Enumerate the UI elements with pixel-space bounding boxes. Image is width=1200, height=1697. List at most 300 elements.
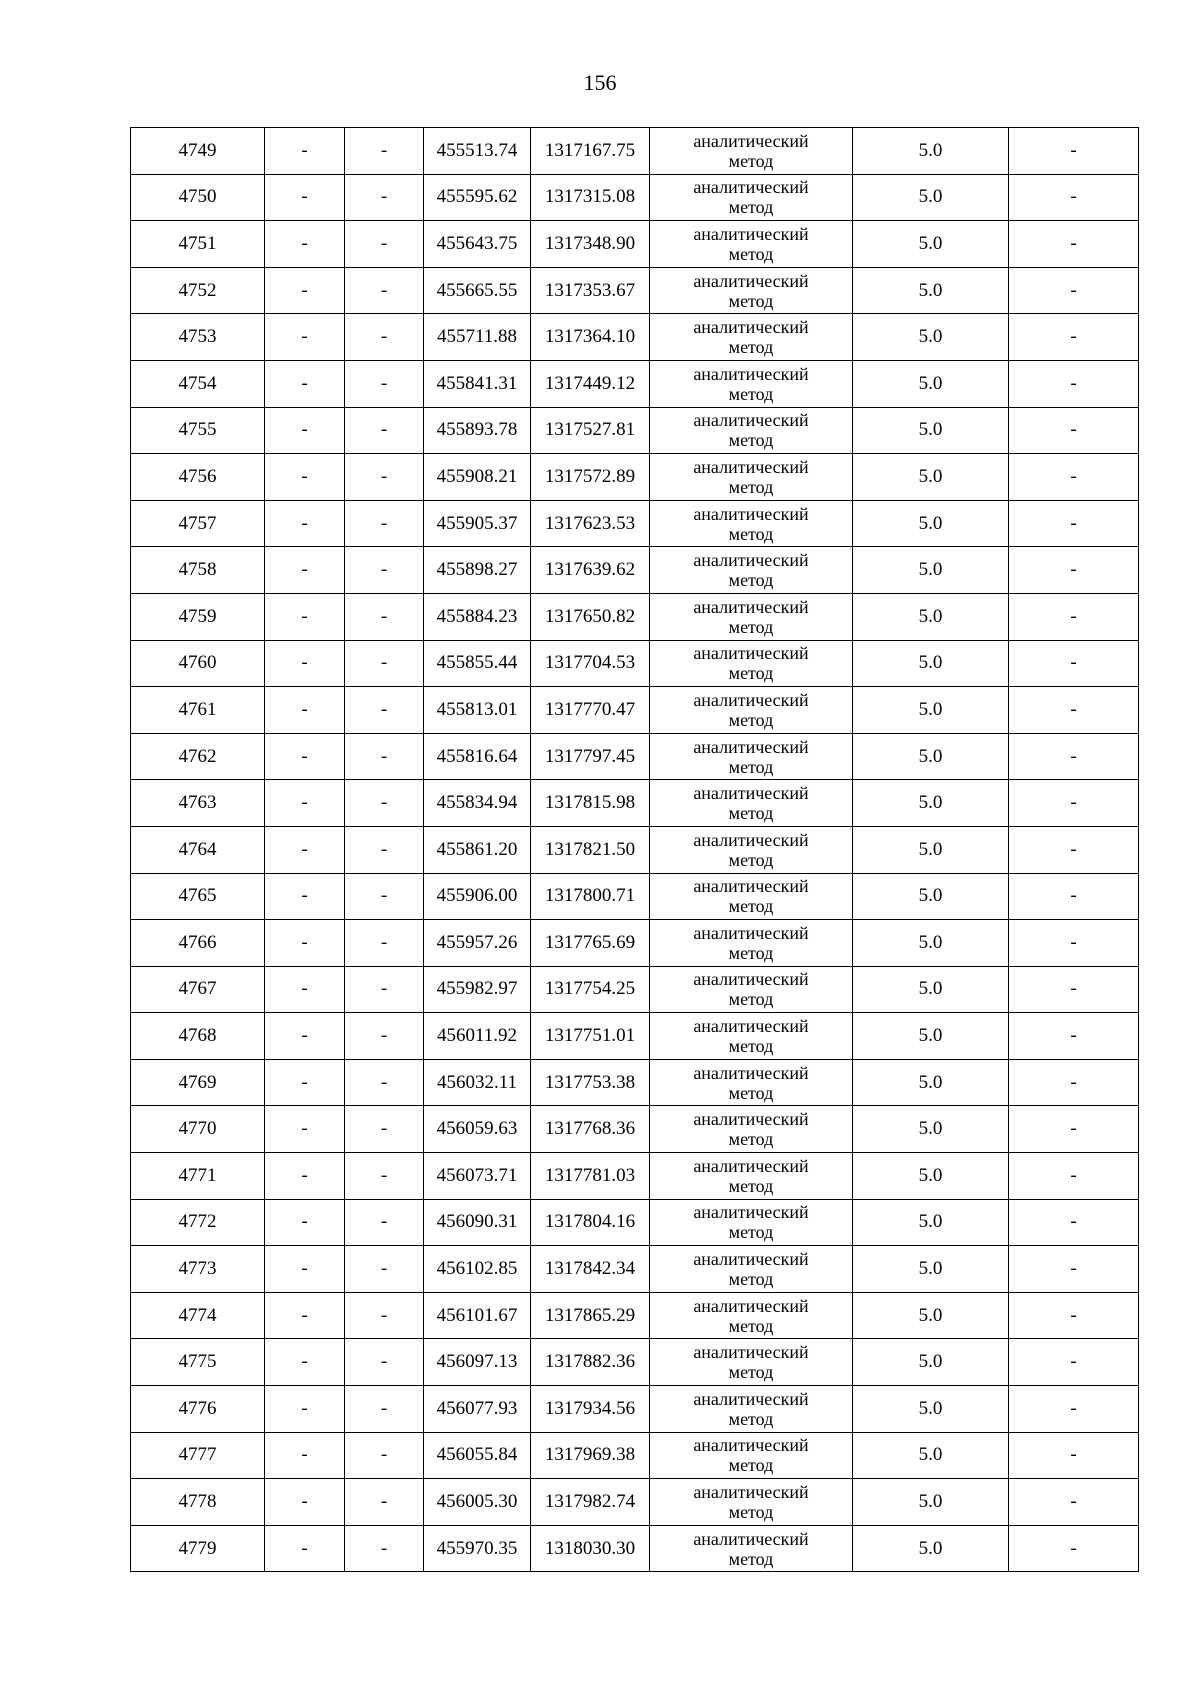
method-line-2: метод xyxy=(728,476,774,497)
table-row xyxy=(131,221,1139,268)
coordinate-x-cell: 455665.55 xyxy=(424,267,531,314)
accuracy-cell: 5.0 xyxy=(853,1106,1009,1153)
coordinate-y-cell: 1317753.38 xyxy=(531,1059,650,1106)
table-body xyxy=(131,128,1139,1572)
empty-dash-cell: - xyxy=(345,454,424,501)
empty-dash-cell: - xyxy=(265,267,345,314)
coordinate-y-cell: 1317315.08 xyxy=(531,174,650,221)
method-cell xyxy=(650,1013,853,1060)
description-cell: - xyxy=(1009,1525,1139,1572)
method-line-2: метод xyxy=(728,1455,774,1476)
description-cell: - xyxy=(1009,1199,1139,1246)
method-line-1: аналитический xyxy=(693,643,809,664)
coordinate-x-cell: 456090.31 xyxy=(424,1199,531,1246)
coordinate-y-cell: 1317800.71 xyxy=(531,873,650,920)
accuracy-cell: 5.0 xyxy=(853,1292,1009,1339)
method-cell xyxy=(650,733,853,780)
method-line-1: аналитический xyxy=(693,363,809,384)
empty-dash-cell: - xyxy=(265,1386,345,1433)
coordinate-y-cell: 1317364.10 xyxy=(531,314,650,361)
empty-dash-cell: - xyxy=(345,1525,424,1572)
accuracy-cell: 5.0 xyxy=(853,920,1009,967)
coordinate-x-cell: 455908.21 xyxy=(424,454,531,501)
method-line-1: аналитический xyxy=(693,1016,809,1037)
empty-dash-cell: - xyxy=(345,500,424,547)
method-cell xyxy=(650,360,853,407)
empty-dash-cell: - xyxy=(345,407,424,454)
empty-dash-cell: - xyxy=(345,873,424,920)
description-cell: - xyxy=(1009,826,1139,873)
empty-dash-cell: - xyxy=(265,454,345,501)
accuracy-cell: 5.0 xyxy=(853,1525,1009,1572)
method-line-2: метод xyxy=(728,1362,774,1383)
method-line-2: метод xyxy=(728,1129,774,1150)
method-cell xyxy=(650,1386,853,1433)
empty-dash-cell: - xyxy=(345,1059,424,1106)
method-line-2: метод xyxy=(728,616,774,637)
coordinate-y-cell: 1317623.53 xyxy=(531,500,650,547)
table-row xyxy=(131,174,1139,221)
accuracy-cell: 5.0 xyxy=(853,1479,1009,1526)
description-cell: - xyxy=(1009,407,1139,454)
empty-dash-cell: - xyxy=(265,1339,345,1386)
description-cell: - xyxy=(1009,267,1139,314)
method-line-1: аналитический xyxy=(693,1155,809,1176)
method-line-2: метод xyxy=(728,430,774,451)
accuracy-cell: 5.0 xyxy=(853,1386,1009,1433)
coordinate-x-cell: 456102.85 xyxy=(424,1246,531,1293)
coordinate-y-cell: 1317804.16 xyxy=(531,1199,650,1246)
empty-dash-cell: - xyxy=(265,407,345,454)
empty-dash-cell: - xyxy=(345,1106,424,1153)
table-row xyxy=(131,1153,1139,1200)
method-cell xyxy=(650,128,853,175)
method-line-2: метод xyxy=(728,150,774,171)
method-line-1: аналитический xyxy=(693,1388,809,1409)
empty-dash-cell: - xyxy=(345,1246,424,1293)
coordinate-x-cell: 455884.23 xyxy=(424,593,531,640)
method-line-1: аналитический xyxy=(693,1435,809,1456)
method-line-1: аналитический xyxy=(693,829,809,850)
method-line-2: метод xyxy=(728,1408,774,1429)
point-number-cell: 4769 xyxy=(131,1059,265,1106)
empty-dash-cell: - xyxy=(345,360,424,407)
method-line-2: метод xyxy=(728,663,774,684)
method-cell xyxy=(650,920,853,967)
method-cell xyxy=(650,267,853,314)
empty-dash-cell: - xyxy=(265,500,345,547)
method-cell xyxy=(650,826,853,873)
coordinate-x-cell: 455513.74 xyxy=(424,128,531,175)
method-line-1: аналитический xyxy=(693,1202,809,1223)
empty-dash-cell: - xyxy=(265,547,345,594)
coordinate-x-cell: 455898.27 xyxy=(424,547,531,594)
description-cell: - xyxy=(1009,1106,1139,1153)
method-line-1: аналитический xyxy=(693,1528,809,1549)
method-cell xyxy=(650,780,853,827)
method-cell xyxy=(650,873,853,920)
method-line-2: метод xyxy=(728,1175,774,1196)
method-line-1: аналитический xyxy=(693,410,809,431)
point-number-cell: 4752 xyxy=(131,267,265,314)
method-line-2: метод xyxy=(728,896,774,917)
empty-dash-cell: - xyxy=(345,547,424,594)
method-cell xyxy=(650,640,853,687)
point-number-cell: 4758 xyxy=(131,547,265,594)
coordinate-y-cell: 1317751.01 xyxy=(531,1013,650,1060)
empty-dash-cell: - xyxy=(345,314,424,361)
method-cell xyxy=(650,1059,853,1106)
point-number-cell: 4766 xyxy=(131,920,265,967)
point-number-cell: 4776 xyxy=(131,1386,265,1433)
coordinate-x-cell: 455970.35 xyxy=(424,1525,531,1572)
coordinate-x-cell: 456097.13 xyxy=(424,1339,531,1386)
empty-dash-cell: - xyxy=(345,1432,424,1479)
accuracy-cell: 5.0 xyxy=(853,1199,1009,1246)
method-line-2: метод xyxy=(728,803,774,824)
table-row xyxy=(131,1013,1139,1060)
empty-dash-cell: - xyxy=(345,267,424,314)
empty-dash-cell: - xyxy=(265,640,345,687)
point-number-cell: 4778 xyxy=(131,1479,265,1526)
table-row xyxy=(131,1479,1139,1526)
coordinate-y-cell: 1317821.50 xyxy=(531,826,650,873)
accuracy-cell: 5.0 xyxy=(853,733,1009,780)
method-cell xyxy=(650,1153,853,1200)
point-number-cell: 4749 xyxy=(131,128,265,175)
method-cell xyxy=(650,1106,853,1153)
empty-dash-cell: - xyxy=(265,1292,345,1339)
coordinate-y-cell: 1317704.53 xyxy=(531,640,650,687)
coordinate-y-cell: 1317449.12 xyxy=(531,360,650,407)
empty-dash-cell: - xyxy=(265,1525,345,1572)
method-line-1: аналитический xyxy=(693,596,809,617)
table-row xyxy=(131,1432,1139,1479)
description-cell: - xyxy=(1009,593,1139,640)
coordinate-x-cell: 455643.75 xyxy=(424,221,531,268)
method-line-2: метод xyxy=(728,1036,774,1057)
empty-dash-cell: - xyxy=(345,128,424,175)
accuracy-cell: 5.0 xyxy=(853,267,1009,314)
method-line-2: метод xyxy=(728,1548,774,1569)
table-row xyxy=(131,873,1139,920)
table-row xyxy=(131,407,1139,454)
table-row xyxy=(131,640,1139,687)
coordinate-y-cell: 1317797.45 xyxy=(531,733,650,780)
coordinate-x-cell: 456005.30 xyxy=(424,1479,531,1526)
coordinate-y-cell: 1317982.74 xyxy=(531,1479,650,1526)
coordinate-y-cell: 1317348.90 xyxy=(531,221,650,268)
table-row xyxy=(131,733,1139,780)
point-number-cell: 4761 xyxy=(131,687,265,734)
description-cell: - xyxy=(1009,1059,1139,1106)
coordinate-y-cell: 1317768.36 xyxy=(531,1106,650,1153)
point-number-cell: 4756 xyxy=(131,454,265,501)
coordinate-x-cell: 455861.20 xyxy=(424,826,531,873)
method-line-2: метод xyxy=(728,1082,774,1103)
empty-dash-cell: - xyxy=(265,1106,345,1153)
accuracy-cell: 5.0 xyxy=(853,547,1009,594)
point-number-cell: 4775 xyxy=(131,1339,265,1386)
method-line-1: аналитический xyxy=(693,736,809,757)
accuracy-cell: 5.0 xyxy=(853,128,1009,175)
accuracy-cell: 5.0 xyxy=(853,221,1009,268)
method-line-1: аналитический xyxy=(693,550,809,571)
accuracy-cell: 5.0 xyxy=(853,780,1009,827)
description-cell: - xyxy=(1009,454,1139,501)
table-row xyxy=(131,1386,1139,1433)
method-cell xyxy=(650,547,853,594)
table-row xyxy=(131,593,1139,640)
coordinate-y-cell: 1317572.89 xyxy=(531,454,650,501)
table-row xyxy=(131,454,1139,501)
method-cell xyxy=(650,687,853,734)
method-line-2: метод xyxy=(728,989,774,1010)
description-cell: - xyxy=(1009,780,1139,827)
method-line-2: метод xyxy=(728,570,774,591)
accuracy-cell: 5.0 xyxy=(853,826,1009,873)
method-line-2: метод xyxy=(728,383,774,404)
description-cell: - xyxy=(1009,547,1139,594)
accuracy-cell: 5.0 xyxy=(853,1432,1009,1479)
point-number-cell: 4770 xyxy=(131,1106,265,1153)
method-cell xyxy=(650,593,853,640)
point-number-cell: 4755 xyxy=(131,407,265,454)
method-line-1: аналитический xyxy=(693,1295,809,1316)
coordinate-y-cell: 1317969.38 xyxy=(531,1432,650,1479)
empty-dash-cell: - xyxy=(345,1386,424,1433)
coordinate-x-cell: 455855.44 xyxy=(424,640,531,687)
method-line-1: аналитический xyxy=(693,689,809,710)
method-line-2: метод xyxy=(728,849,774,870)
method-cell xyxy=(650,1292,853,1339)
accuracy-cell: 5.0 xyxy=(853,640,1009,687)
method-line-1: аналитический xyxy=(693,456,809,477)
empty-dash-cell: - xyxy=(265,593,345,640)
table-row xyxy=(131,500,1139,547)
description-cell: - xyxy=(1009,128,1139,175)
method-line-1: аналитический xyxy=(693,969,809,990)
coordinate-y-cell: 1318030.30 xyxy=(531,1525,650,1572)
empty-dash-cell: - xyxy=(265,733,345,780)
empty-dash-cell: - xyxy=(265,826,345,873)
coordinate-x-cell: 455905.37 xyxy=(424,500,531,547)
accuracy-cell: 5.0 xyxy=(853,1059,1009,1106)
coordinate-x-cell: 455893.78 xyxy=(424,407,531,454)
method-line-1: аналитический xyxy=(693,1342,809,1363)
page-number: 156 xyxy=(583,70,617,95)
coordinates-table xyxy=(130,127,1139,1572)
accuracy-cell: 5.0 xyxy=(853,360,1009,407)
coordinate-x-cell: 455957.26 xyxy=(424,920,531,967)
method-line-1: аналитический xyxy=(693,317,809,338)
point-number-cell: 4760 xyxy=(131,640,265,687)
method-cell xyxy=(650,314,853,361)
point-number-cell: 4762 xyxy=(131,733,265,780)
coordinate-y-cell: 1317815.98 xyxy=(531,780,650,827)
empty-dash-cell: - xyxy=(345,966,424,1013)
method-line-2: метод xyxy=(728,942,774,963)
empty-dash-cell: - xyxy=(345,687,424,734)
empty-dash-cell: - xyxy=(265,221,345,268)
empty-dash-cell: - xyxy=(265,966,345,1013)
coordinate-x-cell: 456073.71 xyxy=(424,1153,531,1200)
empty-dash-cell: - xyxy=(345,1013,424,1060)
point-number-cell: 4764 xyxy=(131,826,265,873)
method-line-2: метод xyxy=(728,337,774,358)
method-line-1: аналитический xyxy=(693,1482,809,1503)
empty-dash-cell: - xyxy=(265,1432,345,1479)
point-number-cell: 4763 xyxy=(131,780,265,827)
description-cell: - xyxy=(1009,221,1139,268)
method-cell xyxy=(650,221,853,268)
description-cell: - xyxy=(1009,1479,1139,1526)
coordinate-y-cell: 1317527.81 xyxy=(531,407,650,454)
coordinate-x-cell: 455711.88 xyxy=(424,314,531,361)
description-cell: - xyxy=(1009,1339,1139,1386)
method-line-2: метод xyxy=(728,1269,774,1290)
description-cell: - xyxy=(1009,1432,1139,1479)
coordinate-x-cell: 456011.92 xyxy=(424,1013,531,1060)
point-number-cell: 4772 xyxy=(131,1199,265,1246)
empty-dash-cell: - xyxy=(345,920,424,967)
table-row xyxy=(131,1059,1139,1106)
method-line-1: аналитический xyxy=(693,1062,809,1083)
coordinate-y-cell: 1317765.69 xyxy=(531,920,650,967)
method-cell xyxy=(650,1432,853,1479)
coordinate-y-cell: 1317882.36 xyxy=(531,1339,650,1386)
table-row xyxy=(131,128,1139,175)
method-line-1: аналитический xyxy=(693,130,809,151)
empty-dash-cell: - xyxy=(265,1479,345,1526)
accuracy-cell: 5.0 xyxy=(853,314,1009,361)
point-number-cell: 4773 xyxy=(131,1246,265,1293)
coordinate-y-cell: 1317754.25 xyxy=(531,966,650,1013)
point-number-cell: 4757 xyxy=(131,500,265,547)
method-line-1: аналитический xyxy=(693,177,809,198)
empty-dash-cell: - xyxy=(265,1199,345,1246)
coordinate-x-cell: 455982.97 xyxy=(424,966,531,1013)
point-number-cell: 4754 xyxy=(131,360,265,407)
coordinate-y-cell: 1317865.29 xyxy=(531,1292,650,1339)
table-row xyxy=(131,1106,1139,1153)
method-cell xyxy=(650,1339,853,1386)
point-number-cell: 4759 xyxy=(131,593,265,640)
method-cell xyxy=(650,174,853,221)
table-row xyxy=(131,1292,1139,1339)
empty-dash-cell: - xyxy=(345,1292,424,1339)
method-cell xyxy=(650,500,853,547)
coordinate-y-cell: 1317781.03 xyxy=(531,1153,650,1200)
method-cell xyxy=(650,1479,853,1526)
accuracy-cell: 5.0 xyxy=(853,454,1009,501)
coordinate-x-cell: 456059.63 xyxy=(424,1106,531,1153)
point-number-cell: 4765 xyxy=(131,873,265,920)
empty-dash-cell: - xyxy=(265,780,345,827)
coordinate-x-cell: 455595.62 xyxy=(424,174,531,221)
accuracy-cell: 5.0 xyxy=(853,407,1009,454)
empty-dash-cell: - xyxy=(345,593,424,640)
coordinate-y-cell: 1317167.75 xyxy=(531,128,650,175)
empty-dash-cell: - xyxy=(345,1199,424,1246)
empty-dash-cell: - xyxy=(345,826,424,873)
accuracy-cell: 5.0 xyxy=(853,687,1009,734)
point-number-cell: 4777 xyxy=(131,1432,265,1479)
table-row xyxy=(131,966,1139,1013)
point-number-cell: 4751 xyxy=(131,221,265,268)
table-row xyxy=(131,267,1139,314)
description-cell: - xyxy=(1009,1013,1139,1060)
description-cell: - xyxy=(1009,360,1139,407)
method-line-2: метод xyxy=(728,1315,774,1336)
coordinate-y-cell: 1317353.67 xyxy=(531,267,650,314)
accuracy-cell: 5.0 xyxy=(853,1013,1009,1060)
description-cell: - xyxy=(1009,687,1139,734)
description-cell: - xyxy=(1009,500,1139,547)
description-cell: - xyxy=(1009,966,1139,1013)
point-number-cell: 4774 xyxy=(131,1292,265,1339)
method-line-2: метод xyxy=(728,197,774,218)
empty-dash-cell: - xyxy=(265,1013,345,1060)
point-number-cell: 4779 xyxy=(131,1525,265,1572)
method-line-1: аналитический xyxy=(693,783,809,804)
empty-dash-cell: - xyxy=(345,780,424,827)
coordinate-x-cell: 456101.67 xyxy=(424,1292,531,1339)
empty-dash-cell: - xyxy=(265,314,345,361)
empty-dash-cell: - xyxy=(265,1246,345,1293)
accuracy-cell: 5.0 xyxy=(853,1339,1009,1386)
table-row xyxy=(131,1339,1139,1386)
accuracy-cell: 5.0 xyxy=(853,593,1009,640)
empty-dash-cell: - xyxy=(265,873,345,920)
coordinate-y-cell: 1317770.47 xyxy=(531,687,650,734)
table-row xyxy=(131,920,1139,967)
point-number-cell: 4750 xyxy=(131,174,265,221)
description-cell: - xyxy=(1009,920,1139,967)
coordinate-x-cell: 456055.84 xyxy=(424,1432,531,1479)
accuracy-cell: 5.0 xyxy=(853,1153,1009,1200)
empty-dash-cell: - xyxy=(345,1339,424,1386)
accuracy-cell: 5.0 xyxy=(853,873,1009,920)
empty-dash-cell: - xyxy=(265,920,345,967)
description-cell: - xyxy=(1009,1386,1139,1433)
description-cell: - xyxy=(1009,314,1139,361)
accuracy-cell: 5.0 xyxy=(853,500,1009,547)
description-cell: - xyxy=(1009,1246,1139,1293)
empty-dash-cell: - xyxy=(265,360,345,407)
table-row xyxy=(131,1199,1139,1246)
method-cell xyxy=(650,454,853,501)
method-cell xyxy=(650,407,853,454)
method-line-1: аналитический xyxy=(693,1249,809,1270)
empty-dash-cell: - xyxy=(265,1059,345,1106)
method-cell xyxy=(650,966,853,1013)
description-cell: - xyxy=(1009,640,1139,687)
description-cell: - xyxy=(1009,733,1139,780)
coordinate-y-cell: 1317650.82 xyxy=(531,593,650,640)
coordinate-x-cell: 456032.11 xyxy=(424,1059,531,1106)
description-cell: - xyxy=(1009,1153,1139,1200)
empty-dash-cell: - xyxy=(345,640,424,687)
empty-dash-cell: - xyxy=(345,733,424,780)
method-line-1: аналитический xyxy=(693,270,809,291)
accuracy-cell: 5.0 xyxy=(853,1246,1009,1293)
method-line-2: метод xyxy=(728,756,774,777)
coordinate-x-cell: 455813.01 xyxy=(424,687,531,734)
accuracy-cell: 5.0 xyxy=(853,966,1009,1013)
method-line-1: аналитический xyxy=(693,922,809,943)
coordinate-x-cell: 455834.94 xyxy=(424,780,531,827)
